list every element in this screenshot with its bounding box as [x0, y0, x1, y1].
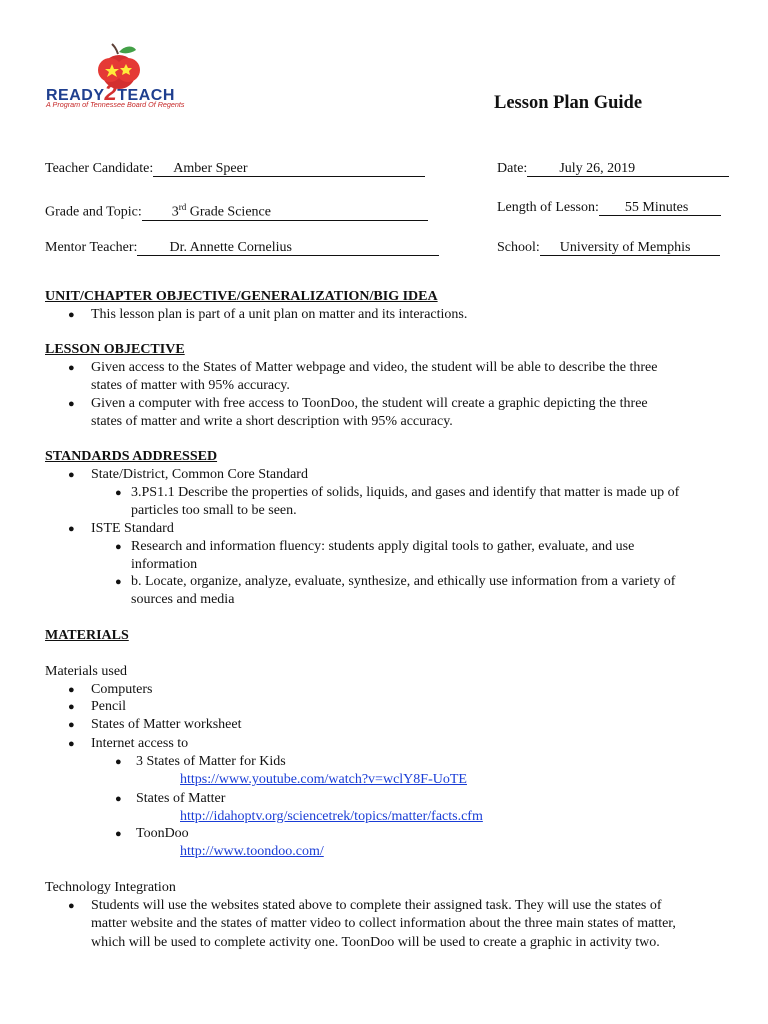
length-row [497, 200, 721, 216]
website-3-link[interactable]: http://www.toondoo.com/ [180, 844, 324, 859]
unit-item: This lesson plan is part of a unit plan on matter and its interactions. [91, 307, 468, 322]
date-value: July 26, 2019 [527, 161, 729, 177]
grade-topic-row [45, 200, 428, 221]
material-computers: Computers [91, 682, 153, 697]
material-internet: Internet access to [91, 736, 189, 751]
lesson-objective-heading: LESSON OBJECTIVE [45, 342, 185, 357]
school-row [497, 240, 720, 256]
website-2-link[interactable]: http://idahoptv.org/sciencetrek/topics/matter/facts.cfm [180, 809, 483, 824]
grade-label: Grade and Topic: [45, 204, 142, 220]
bullet-icon: ● [68, 309, 75, 321]
mentor-label: Mentor Teacher: [45, 240, 138, 255]
lesson-item1-line2: states of matter with 95% accuracy. [91, 378, 290, 393]
bullet-icon: ● [68, 362, 75, 374]
material-worksheet: States of Matter worksheet [91, 717, 242, 732]
logo-numeral: 2 [104, 80, 118, 105]
date-label: Date: [497, 161, 528, 176]
unit-heading: UNIT/CHAPTER OBJECTIVE/GENERALIZATION/BIG IDEA [45, 289, 438, 304]
school-label: School: [497, 240, 540, 255]
tech-line1: Students will use the websites stated above to complete their assigned task. They will use the states of [91, 898, 662, 913]
bullet-icon: ● [68, 900, 75, 912]
logo-word-teach: TEACH [117, 87, 175, 104]
bullet-icon: ● [115, 756, 122, 768]
length-label: Length of Lesson: [497, 200, 599, 215]
bullet-icon: ● [68, 523, 75, 535]
teacher-candidate-row [45, 161, 425, 177]
website-2-name: States of Matter [136, 791, 226, 806]
standard-iste-sub2-line1: b. Locate, organize, analyze, evaluate, synthesize, and ethically use information from a variety of [131, 574, 676, 589]
standards-heading: STANDARDS ADDRESSED [45, 449, 218, 464]
logo-tagline: A Program of Tennessee Board Of Regents [46, 100, 185, 109]
tech-line2: matter website and the states of matter video to collect information about the three main states of matter, [91, 916, 676, 931]
standard-iste-sub1-line1: Research and information fluency: students apply digital tools to gather, evaluate, and use [131, 539, 635, 554]
bullet-icon: ● [115, 576, 122, 588]
standard-iste-sub2-line2: sources and media [131, 592, 235, 607]
material-pencil: Pencil [91, 699, 126, 714]
page-title: Lesson Plan Guide [494, 93, 643, 113]
materials-heading: MATERIALS [45, 628, 129, 643]
bullet-icon: ● [68, 701, 75, 713]
standard-state-sub-line1: 3.PS1.1 Describe the properties of solids, liquids, and gases and identify that matter is made up of [131, 485, 680, 500]
tech-integration-heading: Technology Integration [45, 880, 176, 895]
bullet-icon: ● [115, 541, 122, 553]
bullet-icon: ● [115, 793, 122, 805]
standard-iste-sub1-line2: information [131, 557, 198, 572]
materials-used-label: Materials used [45, 664, 128, 679]
bullet-icon: ● [68, 738, 75, 750]
lesson-item1-line1: Given access to the States of Matter webpage and video, the student will be able to describe the three [91, 360, 658, 375]
bullet-icon: ● [68, 469, 75, 481]
school-value: University of Memphis [540, 240, 720, 256]
bullet-icon: ● [68, 684, 75, 696]
logo-word-ready: READY [46, 87, 105, 104]
website-3-name: ToonDoo [136, 826, 189, 841]
website-1-name: 3 States of Matter for Kids [136, 754, 286, 769]
mentor-value: Dr. Annette Cornelius [137, 240, 439, 256]
teacher-label: Teacher Candidate: [45, 161, 154, 176]
bullet-icon: ● [68, 719, 75, 731]
standard-state-sub-line2: particles too small to be seen. [131, 503, 297, 518]
length-value: 55 Minutes [599, 200, 721, 216]
standard-state: State/District, Common Core Standard [91, 467, 308, 482]
mentor-row [45, 240, 439, 256]
teacher-value: Amber Speer [153, 161, 425, 177]
website-1-link[interactable]: https://www.youtube.com/watch?v=wclY8F-UoTE [180, 772, 467, 787]
date-row [497, 161, 729, 177]
standard-iste: ISTE Standard [91, 521, 174, 536]
tech-line3: which will be used to complete activity one. ToonDoo will be used to create a graphic in activity two. [91, 935, 660, 950]
bullet-icon: ● [115, 487, 122, 499]
lesson-item2-line1: Given a computer with free access to ToonDoo, the student will create a graphic depicting the three [91, 396, 648, 411]
lesson-item2-line2: states of matter and write a short description with 95% accuracy. [91, 414, 453, 429]
bullet-icon: ● [68, 398, 75, 410]
bullet-icon: ● [115, 828, 122, 840]
grade-value: 3rd Grade Science [142, 200, 428, 221]
